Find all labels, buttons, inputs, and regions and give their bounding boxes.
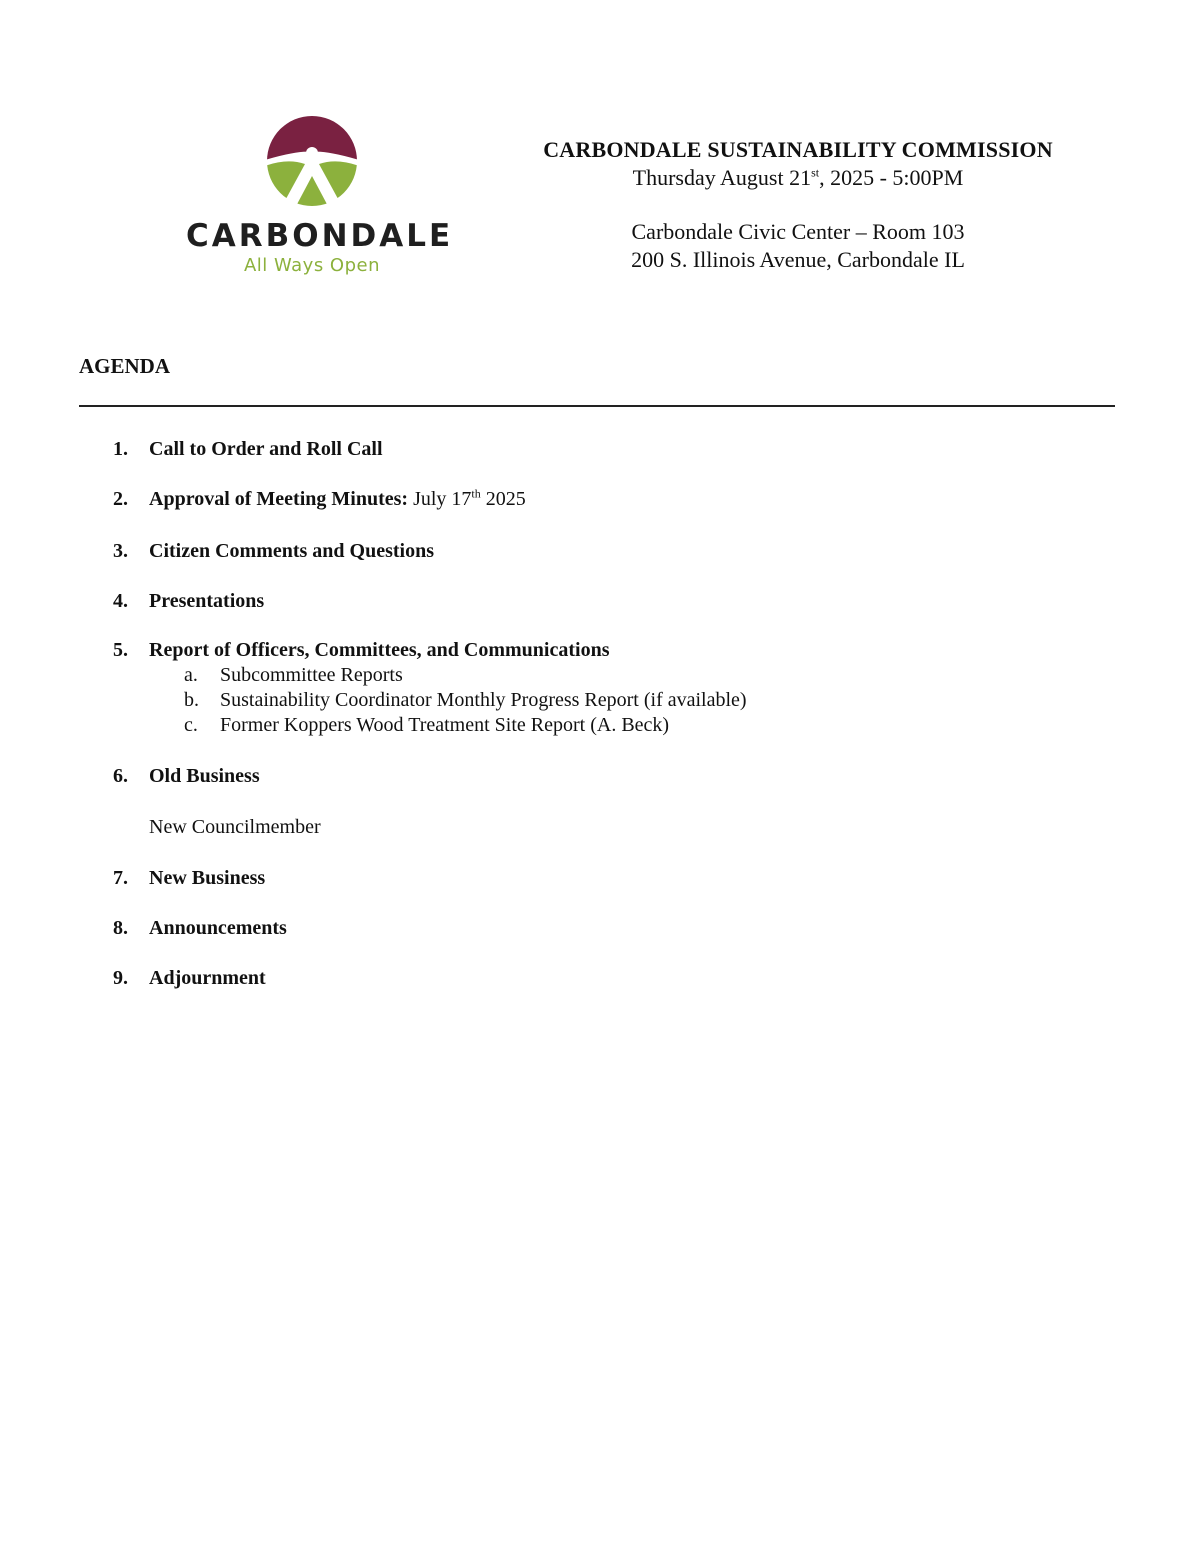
agenda-divider	[79, 405, 1115, 407]
meeting-date: Thursday August 21st, 2025 - 5:00PM	[632, 165, 964, 190]
agenda-item: 7. New Business	[113, 867, 266, 889]
meeting-address: 200 S. Illinois Avenue, Carbondale IL	[631, 247, 965, 272]
agenda-item: 4. Presentations	[113, 590, 265, 612]
agenda-item: 1. Call to Order and Roll Call	[113, 438, 383, 460]
logo-wordmark: CARBONDALE	[186, 218, 454, 254]
logo-emblem-icon	[265, 114, 359, 208]
commission-title: CARBONDALE SUSTAINABILITY COMMISSION	[543, 137, 1053, 162]
meeting-location: Carbondale Civic Center – Room 103	[631, 219, 965, 244]
agenda-subitem: a. Subcommittee Reports	[184, 664, 403, 686]
meeting-header	[500, 136, 1096, 274]
agenda-item: 3. Citizen Comments and Questions	[113, 540, 435, 562]
agenda-item: 9. Adjournment	[113, 967, 266, 989]
agenda-item: 8. Announcements	[113, 917, 287, 939]
agenda-item: 6. Old Business	[113, 765, 260, 787]
agenda-item: 5. Report of Officers, Committees, and Communications	[113, 639, 610, 661]
agenda-title: AGENDA	[79, 354, 171, 378]
agenda-item: 2. Approval of Meeting Minutes: July 17th 2025	[113, 486, 526, 510]
agenda-item-note: New Councilmember	[149, 816, 321, 838]
agenda-subitem: c. Former Koppers Wood Treatment Site Report (A. Beck)	[184, 714, 670, 736]
carbondale-logo	[186, 114, 454, 284]
agenda-subitem: b. Sustainability Coordinator Monthly Progress Report (if available)	[184, 689, 747, 711]
logo-tagline: All Ways Open	[243, 255, 381, 276]
logo-emblem-sun	[306, 147, 318, 159]
